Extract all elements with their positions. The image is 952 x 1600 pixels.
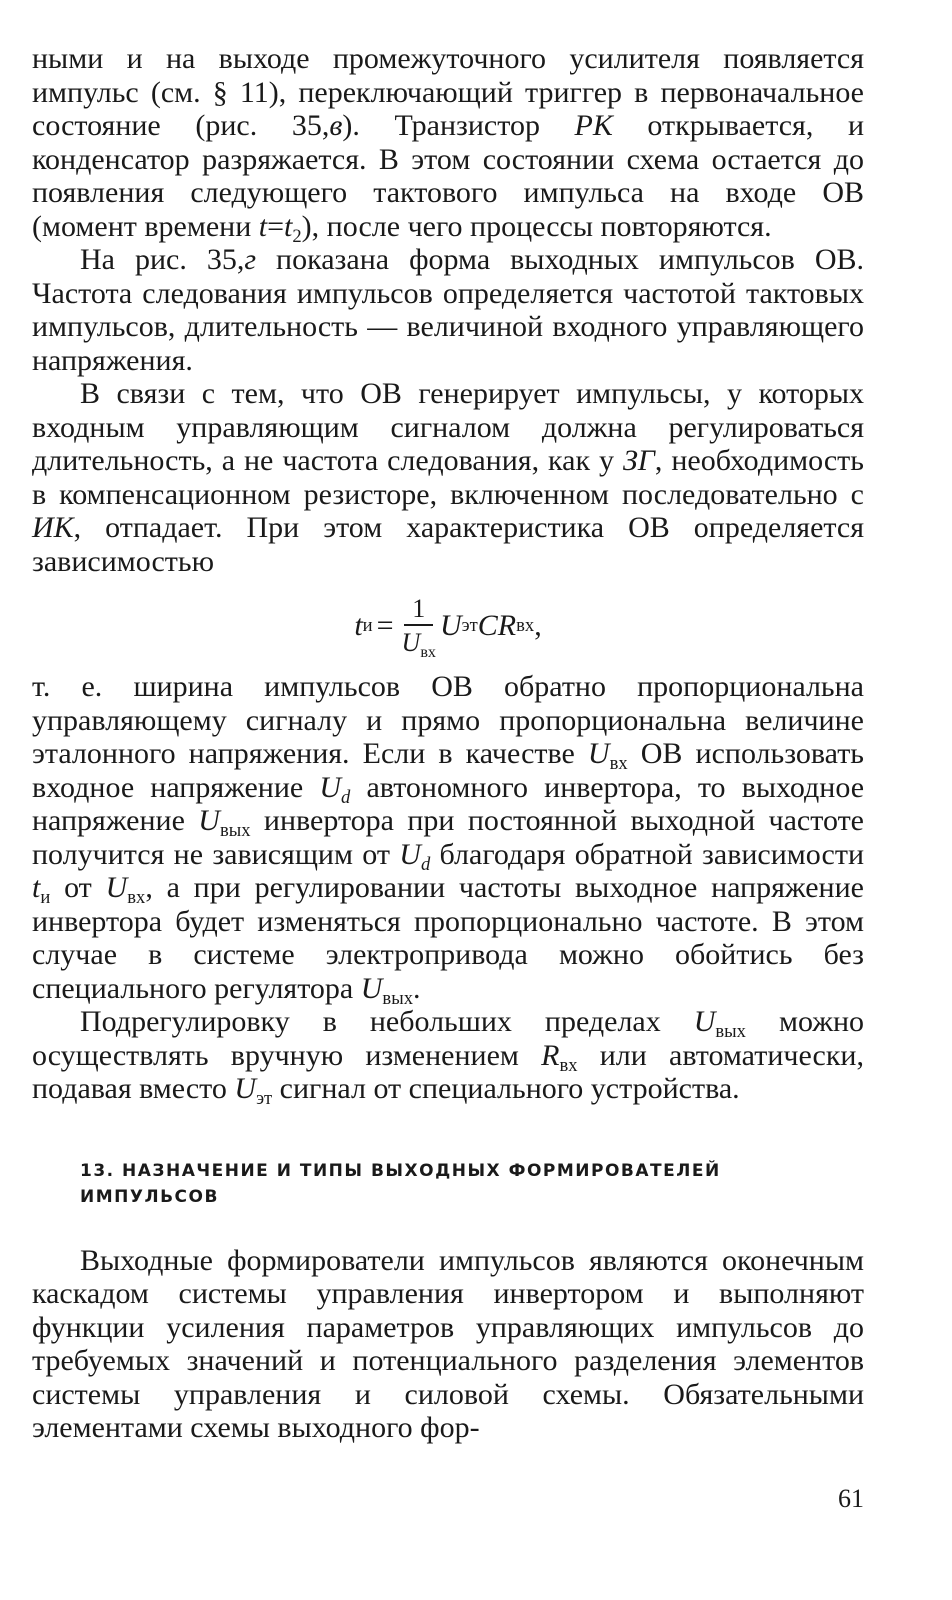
section-gap [32, 1210, 864, 1244]
section-heading: 13. НАЗНАЧЕНИЕ И ТИПЫ ВЫХОДНЫХ ФОРМИРОВАТЕЛЕЙ ИМПУЛЬСОВ [80, 1160, 721, 1207]
paragraph-6: Выходные формирователи импульсов являются оконечным каскадом системы управления инвертором и выполняют функции усиления параметров управляющих импульсов до требуемых значений и потенциального разделения элементов системы управления и силовой схемы. Обязательными элементами схемы выходного фор- [32, 1243, 864, 1444]
page-number: 61 [838, 1484, 864, 1513]
formula-pulse-width: t и = $\frac{1}{U_{вх}}$ U эт CR вх , [354, 594, 542, 661]
paragraph-5: Подрегулировку в небольших пределах $U_{вых}$ можно осуществлять вручную изменением $R_{вх}$ или автоматически, подавая вместо $U_{эт}$ сигнал от специального устройства. [32, 1005, 864, 1109]
page-body [32, 42, 864, 1445]
paragraph-1: ными и на выходе промежуточного усилителя появляется импульс (см. § 11), переключающий триггер в первоначальное состояние (рис. 35,в). Транзистор РК открывается, и конденсатор разряжается. В этом состоянии схема остается до появления следующего тактового импульса на входе ОВ (момент времени $t=t_2$), после чего процессы повторяются. [32, 42, 864, 247]
paragraph-2: На рис. 35,г показана форма выходных импульсов ОВ. Частота следования импульсов определяется частотой тактовых импульсов, длительность — величиной входного управляющего напряжения. [32, 243, 864, 377]
formula-fraction: $\frac{1}{U_{вх}}$ [401, 594, 436, 661]
paragraph-3: В связи с тем, что ОВ генерирует импульсы, у которых входным управляющим сигналом должна регулироваться длительность, а не частота следования, как у ЗГ, необходимость в компенсационном резисторе, включенном последовательно с ИК, отпадает. При этом характеристика ОВ определяется зависимостью [32, 377, 864, 578]
paragraph-4: т. е. ширина импульсов ОВ обратно пропорциональна управляющему сигналу и прямо пропорциональна величине эталонного напряжения. Если в качестве $U_{вх}$ ОВ использовать входное напряжение $U_d$ автономного инвертора, то выходное напряжение $U_{вых}$ инвертора при постоянной выходной частоте получится не зависящим от $U_d$ благодаря обратной зависимости $t_и$ от $U_{вх}$, а при регулировании частоты выходное напряжение инвертора будет изменяться пропорционально частоте. В этом случае в системе электропривода можно обойтись без специального регулятора $U_{вых}$. [32, 670, 865, 1009]
